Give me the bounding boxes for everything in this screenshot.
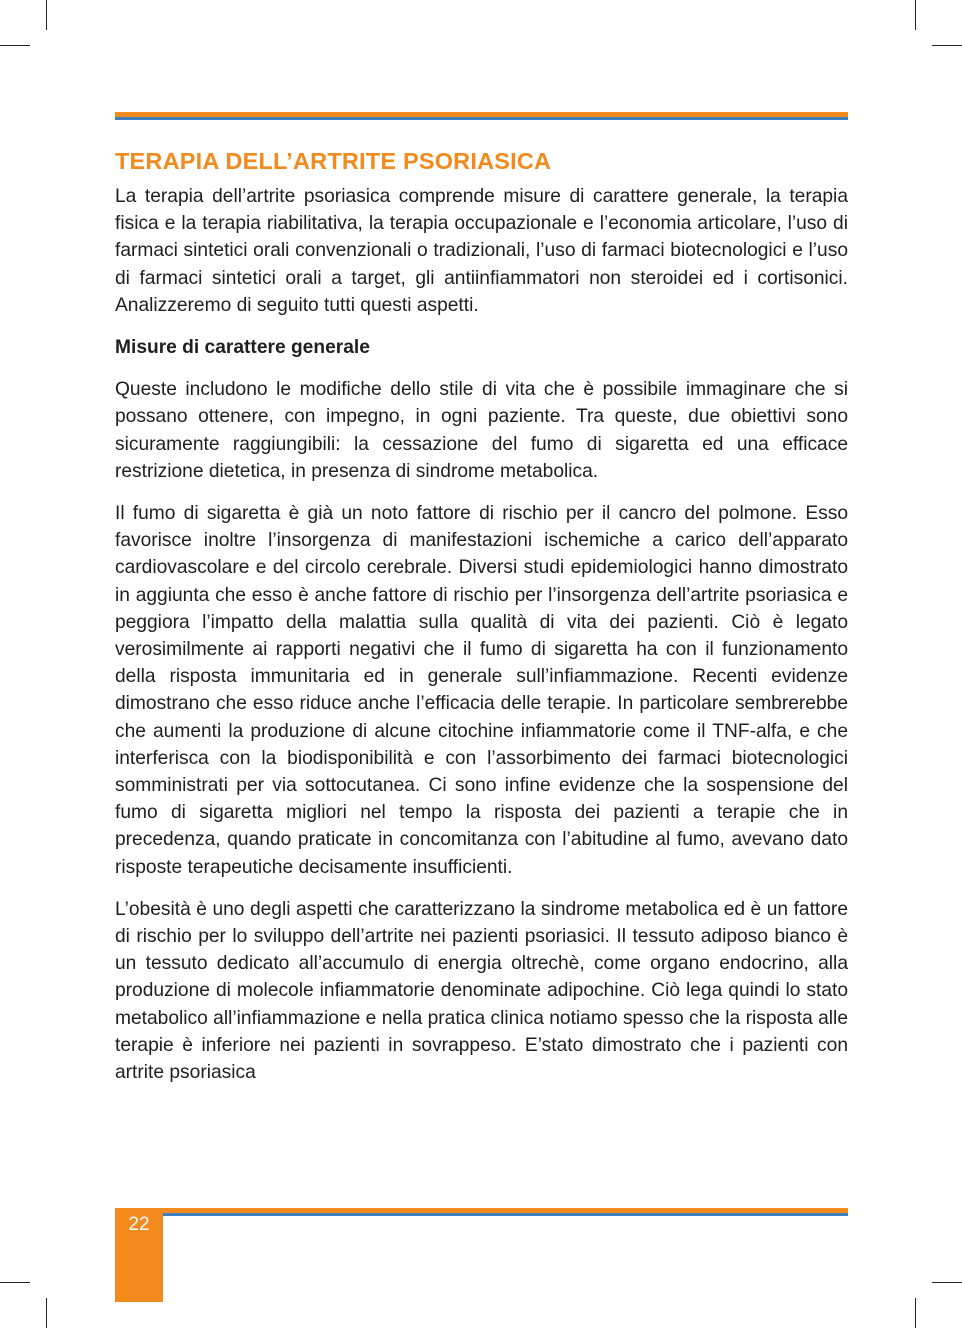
page-content: [115, 148, 848, 1086]
body-paragraph: Il fumo di sigaretta è già un noto fattore di rischio per il cancro del polmone. Esso favorisce inoltre l’insorgenza di manifestazioni ischemiche a carico dell’apparato cardiovascolare e del circolo cerebrale. Diversi studi epidemiologici hanno dimostrato in aggiunta che esso è anche fattore di rischio per l’insorgenza dell’artrite psoriasica e peggiora l’impatto della malattia sulla qualità di vita dei pazienti. Ciò è legato verosimilmente ai rapporti negativi che il fumo di sigaretta ha con il funzionamento della risposta immunitaria ed in generale sull’infiammazione. Recenti evidenze dimostrano che esso riduce anche l’efficacia delle terapie. In particolare sembrerebbe che aumenti la produzione di alcune citochine infiammatorie come il TNF-alfa, e che interferisca con la biodisponibilità e con l’assorbimento dei farmaci biotecnologici somministrati per via sottocutanea. Ci sono infine evidenze che la sospensione del fumo di sigaretta migliori nel tempo la risposta dei pazienti a terapie che in precedenza, quando praticate in concomitanza con l’abitudine al fumo, avevano dato risposte terapeutiche decisamente insufficienti.: [115, 503, 848, 878]
body-paragraph: Queste includono le modifiche dello stile di vita che è possibile immaginare che si possano ottenere, con impegno, in ogni paziente. Tra queste, due obiettivi sono sicuramente raggiungibili: la cessazione del fumo di sigaretta ed una efficace restrizione dietetica, in presenza di sindrome metabolica.: [115, 379, 848, 482]
footer-rule-blue: [163, 1213, 848, 1216]
intro-paragraph: La terapia dell’artrite psoriasica comprende misure di carattere generale, la terapia fisica e la terapia riabilitativa, la terapia occupazionale e l’economia articolare, l’uso di farmaci sintetici orali convenzionali o tradizionali, l’uso di farmaci biotecnologici e l’uso di farmaci sintetici orali a target, gli antiinfiammatori non steroidei ed i cortisonici. Analizzeremo di seguito tutti questi aspetti.: [115, 186, 848, 316]
crop-mark-top-right-horizontal: [932, 45, 962, 46]
crop-mark-top-left-vertical: [46, 0, 47, 30]
crop-mark-bottom-left-vertical: [46, 1298, 47, 1328]
crop-mark-bottom-right-horizontal: [932, 1282, 962, 1283]
page-number-tab: [115, 1208, 163, 1302]
page-number: 22: [128, 1214, 150, 1235]
page-title: TERAPIA DELL’ARTRITE PSORIASICA: [115, 148, 552, 174]
crop-mark-bottom-right-vertical: [915, 1298, 916, 1328]
crop-mark-top-left-horizontal: [0, 45, 30, 46]
section-heading: Misure di carattere generale: [115, 337, 370, 359]
header-rule-blue: [115, 117, 848, 120]
footer-rule: [163, 1208, 848, 1216]
body-paragraph: L’obesità è uno degli aspetti che caratterizzano la sindrome metabolica ed è un fattore di rischio per lo sviluppo dell’artrite nei pazienti psoriasici. Il tessuto adiposo bianco è un tessuto dedicato all’accumulo di energia oltrechè, come organo endocrino, alla produzione di molecole infiammatorie denominate adipochine. Ciò lega quindi lo stato metabolico all’infiammazione e nella pratica clinica notiamo spesso che la risposta alle terapie è inferiore nei pazienti in sovrappeso. E’stato dimostrato che i pazienti con artrite psoriasica: [115, 898, 848, 1084]
crop-mark-bottom-left-horizontal: [0, 1282, 30, 1283]
crop-mark-top-right-vertical: [915, 0, 916, 30]
header-rule: [115, 112, 848, 120]
